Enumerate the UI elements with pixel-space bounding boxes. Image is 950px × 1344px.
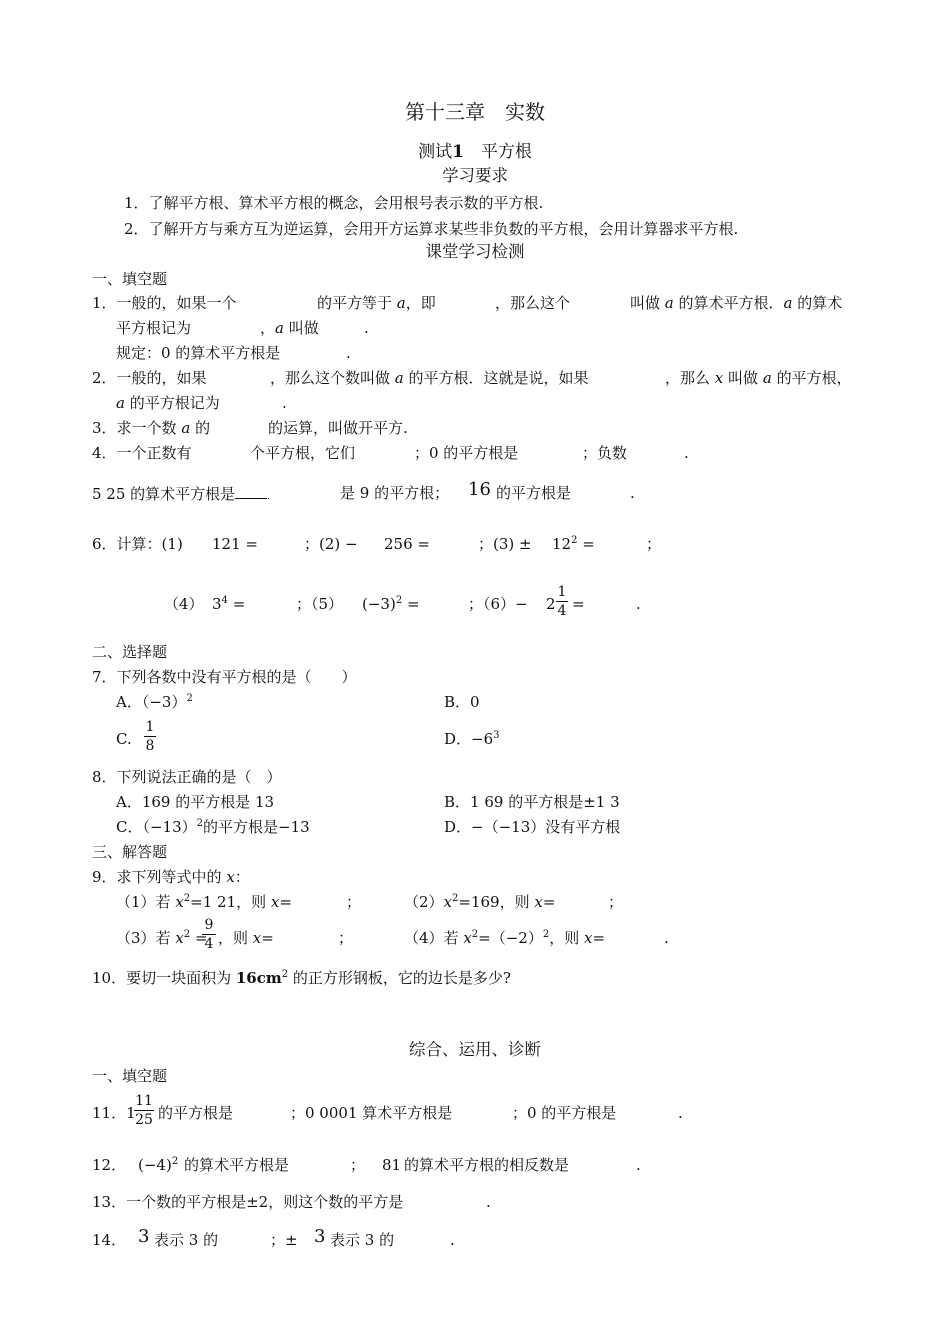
- q2-text: ，那么这个数叫做 a 的平方根．这就是说，如果: [270, 369, 589, 387]
- q7-option-c: C.: [116, 730, 132, 748]
- requirement-item: 1．了解平方根、算术平方根的概念，会用根号表示数的平方根.: [124, 194, 544, 212]
- section-answer: 三、解答题: [92, 843, 168, 861]
- q9-fraction: 9 4: [202, 917, 216, 952]
- q11-text: ；0 0001 算术平方根是: [290, 1104, 453, 1122]
- q6-text: ；(3) ±: [478, 535, 532, 553]
- q6-text: ；（5）: [296, 595, 344, 613]
- q1-text: 的平方等于 a，即: [317, 294, 436, 312]
- q4-text: 个平方根，它们: [250, 444, 356, 462]
- q2-text: ，那么 x 叫做 a 的平方根，: [665, 369, 852, 387]
- q2-text: .: [282, 394, 287, 412]
- q9-part-1: （1）若 $x^2=1$ 21，则 x=: [116, 893, 292, 911]
- synthesis-heading: 综合、运用、诊断: [409, 1040, 541, 1059]
- q12-text: ；: [350, 1156, 366, 1174]
- q7-option-d: D．$-6^3$: [444, 730, 500, 748]
- q9-text: ；: [608, 893, 624, 911]
- q6-expr: 256 =: [384, 535, 430, 553]
- q14-text: 表示 3 的: [330, 1231, 395, 1249]
- q2-text: 2．一般的，如果: [92, 369, 207, 387]
- q5-number: 16: [468, 479, 491, 500]
- q12-expr: 81: [382, 1156, 402, 1174]
- section-fill-blank-2: 一、填空题: [92, 1067, 168, 1085]
- q8-option-d: D．−（−13）没有平方根: [444, 818, 621, 836]
- q14-text: ；±: [270, 1231, 298, 1249]
- q9-part-3: （3）若 $x^2$ =: [116, 929, 208, 947]
- q4-text: ；0 的平方根是: [414, 444, 519, 462]
- q5-text: 是 9 的平方根；: [340, 484, 450, 502]
- q6-expr: $(-3)^2$ =: [362, 595, 420, 613]
- q14-text: .: [450, 1231, 455, 1249]
- q6-fraction: 1 4: [557, 584, 567, 619]
- requirement-item: 2．了解开方与乘方互为逆运算，会用开方运算求某些非负数的平方根，会用计算器求平方根.: [124, 220, 739, 238]
- q7-option-b: B．0: [444, 693, 480, 711]
- q1-text: 平方根记为: [116, 319, 192, 337]
- q9-text: .: [664, 929, 669, 947]
- q13-text: .: [486, 1193, 491, 1211]
- q12-text: .: [636, 1156, 641, 1174]
- q6-expr: $3^4$ =: [212, 595, 246, 613]
- q12-text: 12．: [92, 1156, 127, 1174]
- q9-text: ；: [338, 929, 354, 947]
- q11-text: 的平方根是: [158, 1104, 234, 1122]
- q1-rule: 规定：0 的算术平方根是: [116, 344, 281, 362]
- q6-text: ；(2) −: [304, 535, 358, 553]
- section-fill-blank: 一、填空题: [92, 270, 168, 288]
- q12-text: 的算术平方根是: [184, 1156, 290, 1174]
- q11-text: .: [678, 1104, 683, 1122]
- q3-text: 的运算，叫做开平方.: [268, 419, 408, 437]
- q7-option-a: A．$(-3)^2$: [116, 693, 193, 711]
- section-choice: 二、选择题: [92, 643, 168, 661]
- q1-text: .: [346, 344, 351, 362]
- q1-text: 叫做 a 的算术平方根．a 的算术: [630, 294, 843, 312]
- q13-text: 13．一个数的平方根是±2，则这个数的平方是: [92, 1193, 404, 1211]
- q7-text: 7．下列各数中没有平方根的是（ ）: [92, 668, 357, 686]
- q4-text: ；负数: [582, 444, 628, 462]
- q8-text: 8．下列说法正确的是（ ）: [92, 768, 282, 786]
- q6-text: ；（6）−: [468, 595, 528, 613]
- q5-text: .: [630, 484, 635, 502]
- q9-part-3: ，则 x=: [218, 929, 274, 947]
- chapter-title: 第十三章 实数: [405, 100, 545, 124]
- q1-text: ，a 叫做: [260, 319, 319, 337]
- q1-text: ，那么这个: [495, 294, 571, 312]
- q4-text: .: [684, 444, 689, 462]
- q14-text: 表示 3 的: [154, 1231, 219, 1249]
- q5-text: 5 25 的算术平方根是 .: [92, 485, 270, 503]
- q14-number: 3: [138, 1226, 150, 1247]
- q1-text: 1．一般的，如果一个: [92, 294, 237, 312]
- q1-text: .: [364, 319, 369, 337]
- q6-text: ；: [646, 535, 662, 553]
- requirements-heading: 学习要求: [442, 166, 508, 185]
- q9-part-2: $(2)x^2=169$，则 x=: [404, 893, 556, 911]
- class-test-heading: 课堂学习检测: [425, 242, 525, 261]
- q14-text: 14．: [92, 1231, 127, 1249]
- q11-fraction: 11 25: [135, 1093, 153, 1128]
- q2-text: a 的平方根记为: [116, 394, 220, 412]
- q7-fraction: 1 8: [145, 719, 155, 754]
- q8-option-b: B．1 69 的平方根是±1 3: [444, 793, 620, 811]
- q9-part-4: （4）若 $x^2=(-2)^2$，则 x=: [404, 929, 606, 947]
- q5-text: 的平方根是: [496, 484, 572, 502]
- test-title: 测试1 平方根: [418, 142, 532, 162]
- q8-option-c: C．$(-13)^2$的平方根是−13: [116, 818, 310, 836]
- q6-expr: =: [572, 595, 585, 613]
- q9-text: ；: [346, 893, 362, 911]
- q6-text: （4）: [164, 595, 204, 613]
- q3-text: 3．求一个数 a 的: [92, 419, 211, 437]
- q5-blank: [235, 484, 267, 499]
- q11-text: ；0 的平方根是: [512, 1104, 617, 1122]
- q9-text: 9．求下列等式中的 x：: [92, 868, 250, 886]
- q11-text: 11．1: [92, 1104, 136, 1122]
- q6-text: .: [636, 595, 641, 613]
- q14-number: 3: [314, 1226, 326, 1247]
- q12-expr: $(-4)^2$: [138, 1156, 179, 1174]
- q12-text: 的算术平方根的相反数是: [404, 1156, 570, 1174]
- q8-option-a: A．169 的平方根是 13: [116, 793, 275, 811]
- q6-text: 6．计算：(1): [92, 535, 183, 553]
- q4-text: 4．一个正数有: [92, 444, 192, 462]
- q6-expr: 121 =: [212, 535, 258, 553]
- q6-expr: $12^2$ =: [552, 535, 595, 553]
- q6-expr: 2: [546, 595, 556, 613]
- q10-text: 10．要切一块面积为 $16cm^2$ 的正方形钢板，它的边长是多少?: [92, 969, 511, 987]
